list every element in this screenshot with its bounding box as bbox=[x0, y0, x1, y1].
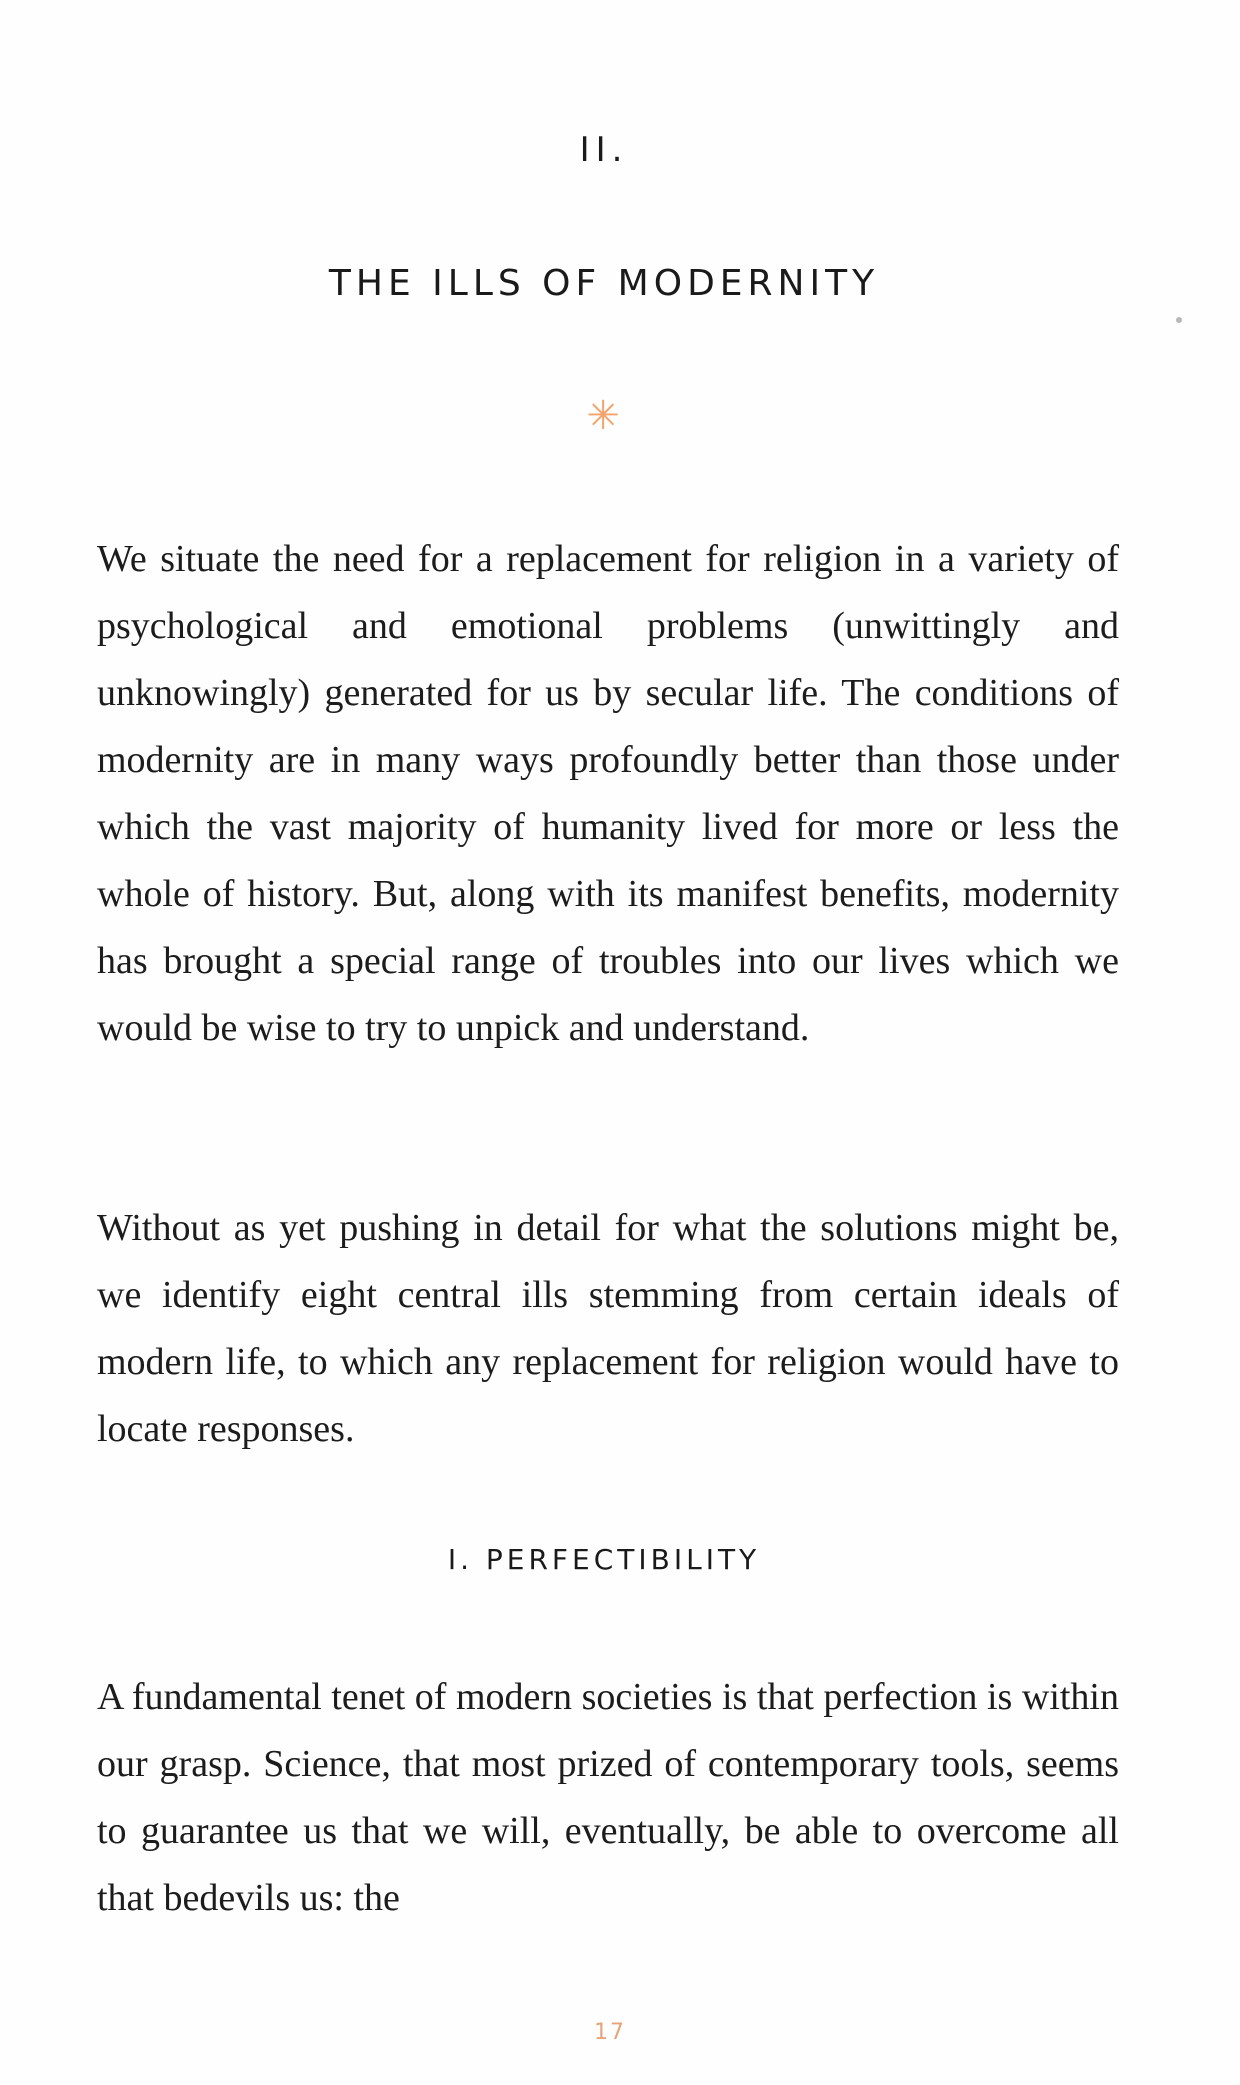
section-paragraph: A fundamental tenet of modern societies is that perfection is within our grasp. Science, that most prized of contemporary tools, seems to guarantee us that we will, eventually, be able to overcome all that bedevils us: the bbox=[97, 1676, 1119, 1919]
body-paragraph-1: We situate the need for a replacement for religion in a variety of psychological and emotional problems (unwittingly and unknowingly) generated for us by secular life. The conditions of modernity are in many ways profoundly better than those under which the vast majority of humanity lived for more or less the whole of history. But, along with its manifest benefits, modernity has brought a special range of troubles into our lives which we would be wise to try to unpick and understand. bbox=[97, 538, 1119, 1049]
chapter-number: II. bbox=[579, 130, 629, 170]
chapter-title: THE ILLS OF MODERNITY bbox=[328, 263, 880, 304]
section-heading: I. PERFECTIBILITY bbox=[447, 1543, 761, 1576]
page-number: 17 bbox=[594, 2020, 626, 2045]
body-paragraph-2: Without as yet pushing in detail for what the solutions might be, we identify eight central ills stemming from certain ideals of modern life, to which any replacement for religion would have to locate responses. bbox=[97, 1207, 1119, 1450]
scan-speck bbox=[1176, 317, 1182, 323]
asterisk-ornament-icon: ✳ bbox=[586, 393, 620, 439]
